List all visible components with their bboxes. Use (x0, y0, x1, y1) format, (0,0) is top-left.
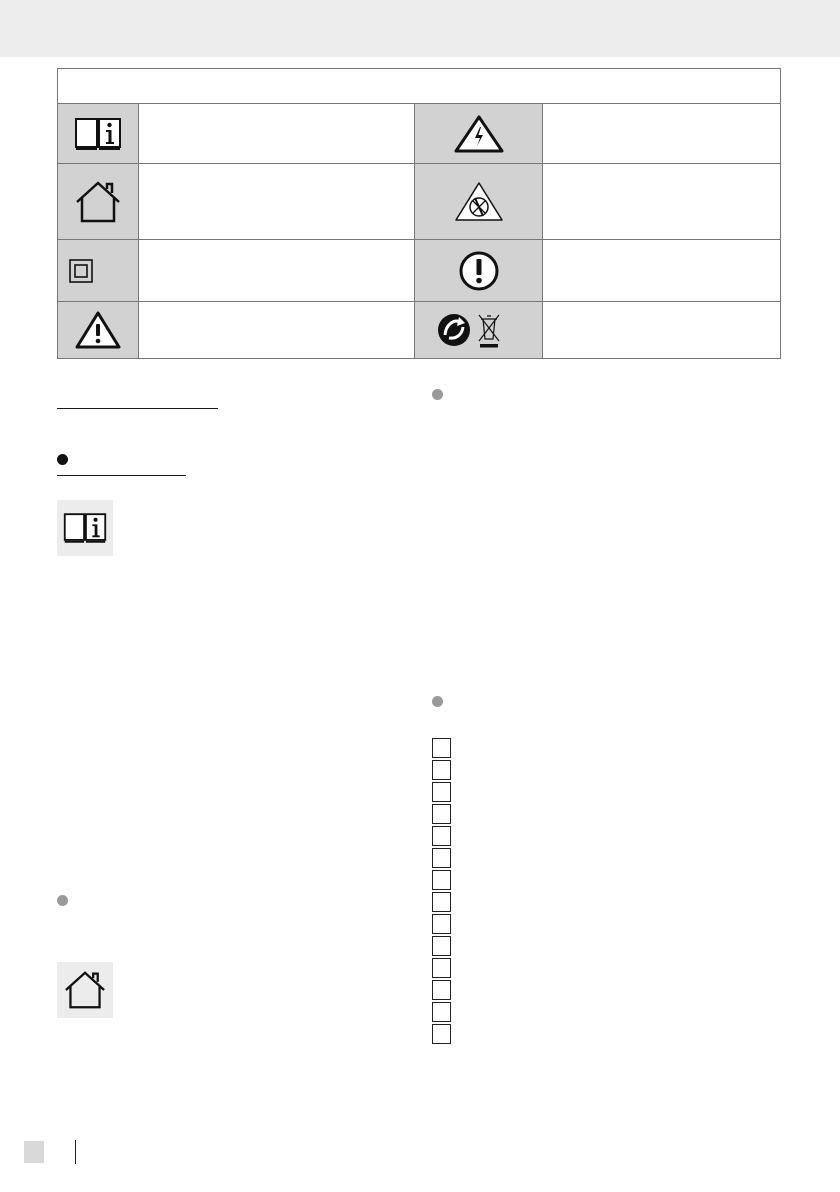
legend-cell-icon (415, 104, 542, 163)
legend-cell-icon (58, 104, 138, 163)
legend-header-row (58, 69, 780, 104)
legend-cell-text (138, 164, 415, 239)
section-bullet (432, 389, 443, 400)
legend-cell-text (542, 164, 780, 239)
page-number-box (24, 1141, 44, 1163)
subsection-heading-underline (57, 475, 186, 476)
manual-info-icon (73, 115, 123, 153)
legend-cell-icon (415, 240, 542, 301)
legend-row (58, 164, 780, 240)
part-number-box (432, 980, 451, 1000)
indoor-use-tile (57, 962, 113, 1018)
manual-info-tile (57, 500, 113, 556)
part-number-box (432, 760, 451, 780)
part-number-box (432, 936, 451, 956)
section-bullet (57, 895, 68, 906)
symbol-legend-table (57, 68, 781, 359)
section-bullet (432, 696, 443, 707)
indoor-use-house-icon (73, 180, 123, 224)
legend-cell-text (542, 240, 780, 301)
part-number-box (432, 1002, 451, 1022)
no-screwdriver-triangle-icon (453, 180, 505, 224)
footer-separator (75, 1140, 76, 1164)
legend-cell-icon (58, 164, 138, 239)
warning-triangle-icon (74, 310, 122, 350)
part-number-box (432, 738, 451, 758)
protection-class-ii-icon (69, 259, 93, 283)
exclamation-circle-icon (458, 250, 500, 292)
part-number-box (432, 848, 451, 868)
part-number-box (432, 782, 451, 802)
legend-cell-icon (415, 302, 542, 358)
legend-row (58, 240, 780, 302)
legend-row (58, 302, 780, 358)
part-number-box (432, 1024, 451, 1044)
indoor-use-house-icon (62, 970, 108, 1010)
electric-shock-warning-icon (453, 114, 505, 154)
part-number-box (432, 826, 451, 846)
part-number-box (432, 914, 451, 934)
part-number-box (432, 958, 451, 978)
part-number-box (432, 870, 451, 890)
legend-cell-icon (415, 164, 542, 239)
part-number-box (432, 892, 451, 912)
legend-row (58, 104, 780, 164)
section-heading-underline (57, 408, 218, 409)
section-bullet (57, 454, 68, 465)
legend-cell-text (138, 302, 415, 358)
legend-cell-text (542, 302, 780, 358)
legend-cell-icon (58, 302, 138, 358)
legend-cell-text (138, 240, 415, 301)
manual-info-icon (62, 510, 108, 546)
page-top-band (0, 0, 840, 57)
legend-cell-text (542, 104, 780, 163)
legend-cell-text (138, 104, 415, 163)
green-dot-recycling-and-weee-bin-icon (434, 309, 524, 351)
part-number-box (432, 804, 451, 824)
legend-cell-icon (58, 240, 138, 301)
